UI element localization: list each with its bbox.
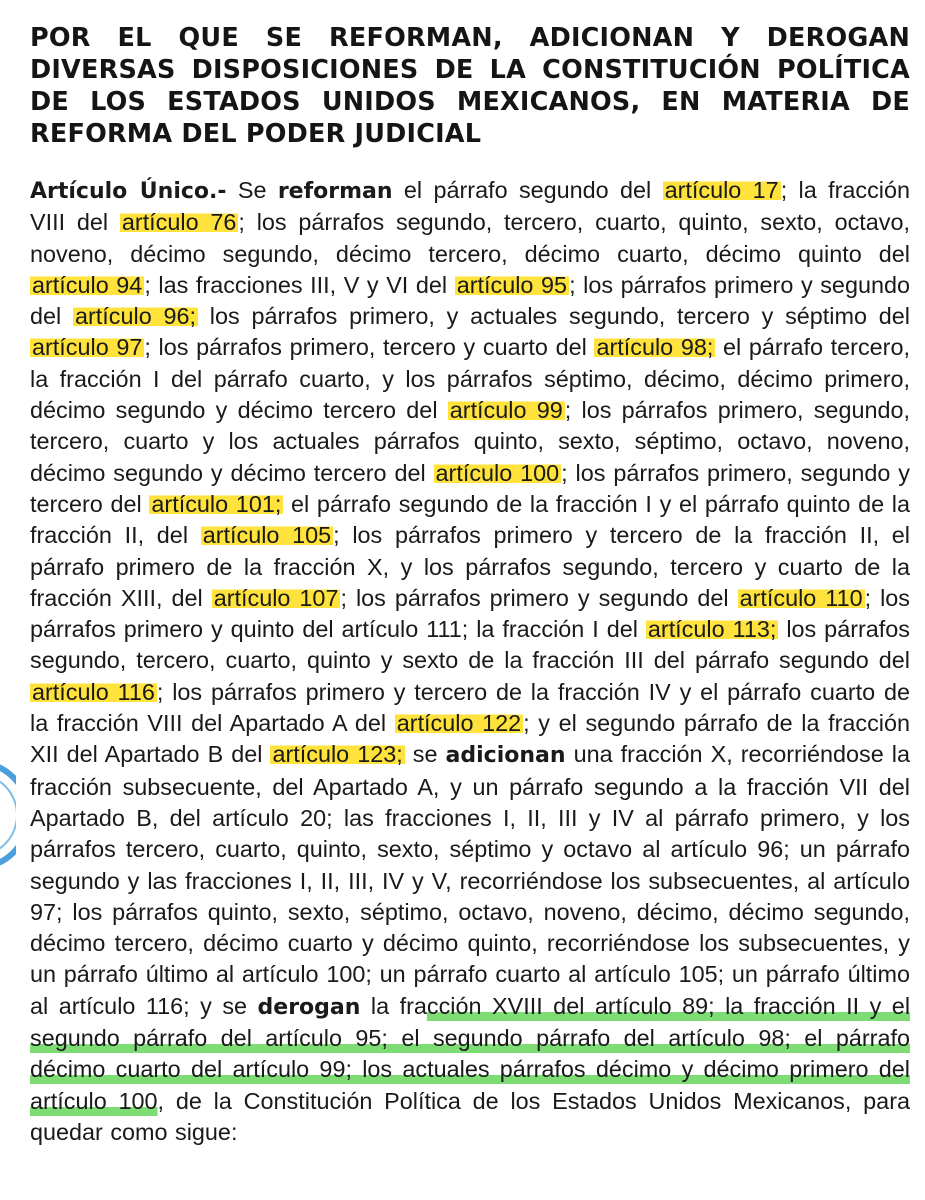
text-run: el párrafo tercero, la fracción I del párrafo cuarto, y los párrafos séptimo, décimo, décimo primero, décimo segundo y décimo tercero del bbox=[30, 334, 910, 424]
document-body bbox=[30, 175, 910, 1148]
highlight-articulo-110: artículo 110 bbox=[739, 584, 863, 611]
highlight-articulo-123: artículo 123; bbox=[272, 741, 403, 768]
text-run: ; los párrafos primero y tercero de la fracción II, el párrafo primero de la fracción X, y los párrafos segundo, tercero y cuarto de la fracción XIII, del bbox=[30, 522, 910, 611]
highlight-articulo-17: artículo 17 bbox=[664, 177, 779, 203]
highlight-articulo-107: artículo 107 bbox=[213, 584, 339, 611]
text-run: la fra bbox=[360, 992, 427, 1019]
highlight-articulo-100: artículo 100 bbox=[435, 459, 560, 486]
text-run: ; los párrafos primero, segundo y tercero del bbox=[30, 459, 911, 517]
text-run: ; los párrafos primero y segundo del bbox=[30, 271, 910, 330]
text-run: Se bbox=[226, 177, 278, 203]
highlight-articulo-94: artículo 94 bbox=[32, 271, 143, 298]
text-run: ; los párrafos primero y tercero de la fracción IV y el párrafo cuarto de la fracción VIII del Apartado A del bbox=[30, 678, 911, 737]
text-run: ; y el segundo párrafo de la fracción XII del Apartado B del bbox=[30, 710, 910, 768]
text-run: ; los párrafos segundo, tercero, cuarto, quinto, sexto, octavo, noveno, décimo segundo, décimo tercero, décimo cuarto, décimo quinto del bbox=[30, 209, 910, 267]
text-run: ; los párrafos primero y segundo del bbox=[340, 584, 738, 611]
text-run: los párrafos primero, y actuales segundo, tercero y séptimo del bbox=[198, 303, 910, 330]
highlight-articulo-99: artículo 99 bbox=[449, 397, 563, 424]
highlight-articulo-101: artículo 101; bbox=[151, 490, 282, 517]
text-run: ; las fracciones III, V y VI del bbox=[144, 271, 455, 298]
text-run: ; los párrafos primero, tercero y cuarto del bbox=[144, 334, 595, 361]
text-run: , de la Constitución Política de los Estados Unidos Mexicanos, para quedar como sigue: bbox=[30, 1087, 910, 1145]
document-title: POR EL QUE SE REFORMAN, ADICIONAN Y DEROGAN DIVERSAS DISPOSICIONES DE LA CONSTITUCIÓN POLÍTICA DE LOS ESTADOS UNIDOS MEXICANOS, EN MATERIA DE REFORMA DEL PODER JUDICIAL bbox=[30, 23, 910, 149]
highlight-articulo-122: artículo 122 bbox=[396, 710, 522, 737]
keyword-derogan: derogan bbox=[257, 994, 361, 1020]
keyword-adicionan: adicionan bbox=[445, 743, 566, 769]
green-underline-derogations: cción XVIII del artículo 89; la fracción II y el segundo párrafo del artículo 95; el segundo párrafo del artículo 98; el párrafo décimo cuarto del artículo 99; los actuales párrafos décimo y décimo primero del artículo 100 bbox=[30, 992, 911, 1114]
highlight-articulo-98: artículo 98; bbox=[596, 334, 714, 361]
keyword-reforman: reforman bbox=[277, 179, 393, 204]
text-run: el párrafo segundo del bbox=[392, 177, 663, 203]
article-heading: Artículo Único.- bbox=[30, 179, 227, 204]
text-run: los párrafos segundo, tercero, cuarto, quinto y sexto de la fracción III del párrafo segundo del bbox=[30, 616, 910, 674]
highlight-articulo-105: artículo 105 bbox=[202, 522, 332, 549]
highlight-articulo-95: artículo 95 bbox=[456, 271, 568, 298]
text-run: el párrafo segundo de la fracción I y el párrafo quinto de la fracción II, del bbox=[30, 490, 911, 549]
seal-stamp-fragment bbox=[0, 760, 16, 870]
text-run: se bbox=[404, 741, 446, 768]
text-run: una fracción X, recorriéndose la fracción subsecuente, del Apartado A, y un párrafo segundo a la fracción VII del Apartado B, del artículo 20; las fracciones I, II, III y IV al párrafo primero, y los párrafos tercero, cuarto, quinto, sexto, séptimo y octavo al artículo 96; un párrafo segundo y las fracciones I, II, III, IV y V, recorriéndose los subsecuentes, al artículo 97; los párrafos quinto, sexto, séptimo, octavo, noveno, décimo, décimo segundo, décimo tercero, décimo cuarto y décimo quinto, recorriéndose los subsecuentes, y un párrafo último al artículo 100; un párrafo cuarto al artículo 105; un párrafo último al artículo 116; y se bbox=[30, 741, 911, 1019]
text-run: ; los párrafos primero y quinto del artículo 111; la fracción I del bbox=[30, 584, 910, 643]
highlight-articulo-113: artículo 113; bbox=[647, 616, 777, 643]
highlight-articulo-116: artículo 116 bbox=[32, 678, 155, 705]
highlight-articulo-76: artículo 76 bbox=[121, 209, 237, 236]
highlight-articulo-97: artículo 97 bbox=[32, 334, 143, 361]
text-run: ; los párrafos primero, segundo, tercero, cuarto y los actuales párrafos quinto, sexto, séptimo, octavo, noveno, décimo segundo y décimo tercero del bbox=[30, 397, 910, 486]
text-run: ; la fracción VIII del bbox=[30, 177, 910, 236]
highlight-articulo-96: artículo 96; bbox=[75, 303, 197, 330]
